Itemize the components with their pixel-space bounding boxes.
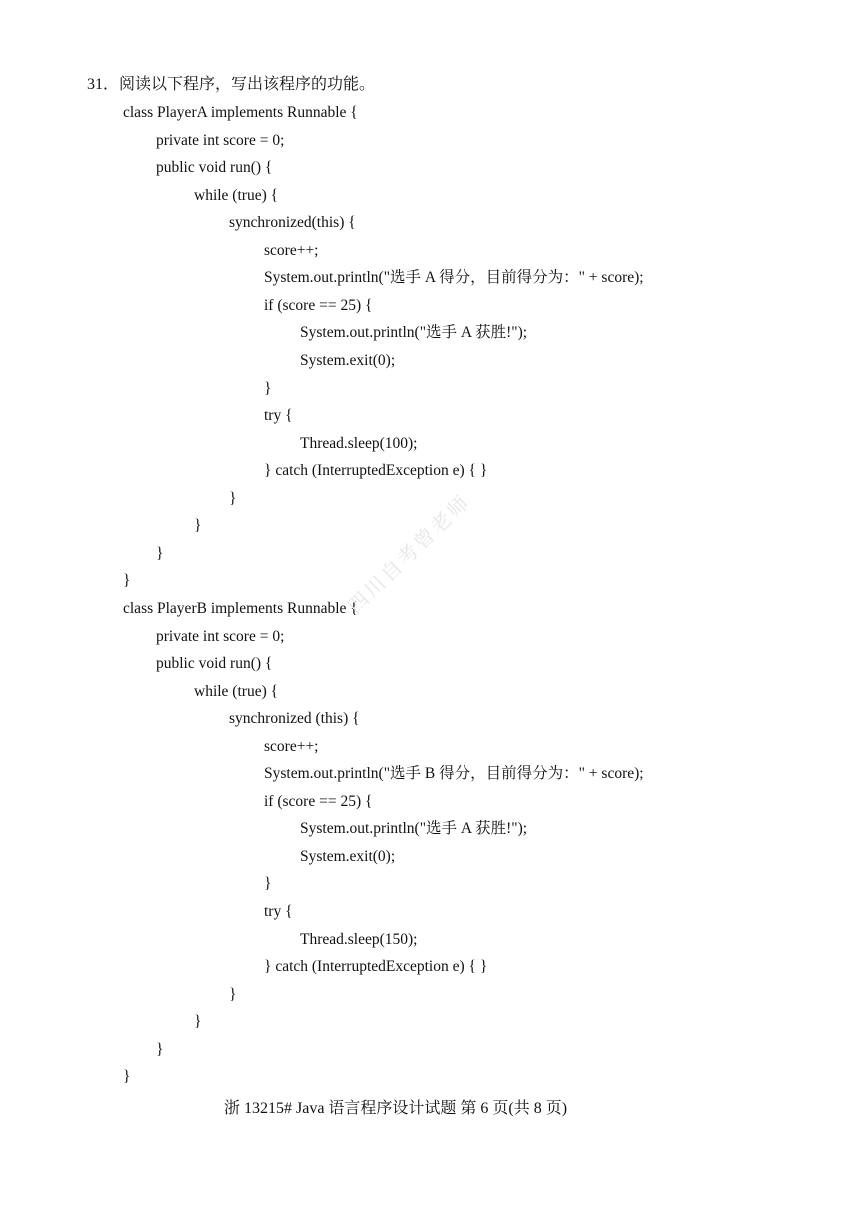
page-footer: 浙 13215# Java 语言程序设计试题 第 6 页(共 8 页): [224, 1100, 568, 1117]
code-line: try {: [264, 903, 293, 920]
code-line: class PlayerA implements Runnable {: [123, 104, 358, 121]
code-line: while (true) {: [194, 186, 279, 204]
code-line: System.out.println("选手 A 获胜!");: [300, 324, 528, 342]
code-line: }: [194, 1013, 202, 1031]
code-line: while (true) {: [194, 682, 279, 700]
code-line: score++;: [264, 241, 319, 259]
code-line: Thread.sleep(100);: [300, 434, 418, 452]
code-line: private int score = 0;: [156, 131, 285, 149]
code-line: try {: [264, 407, 293, 425]
code-line: System.out.println("选手 A 得分，目前得分为：" + score);: [264, 269, 644, 287]
code-line: public void run() {: [156, 159, 273, 177]
code-line: public void run() {: [156, 655, 273, 672]
code-line: }: [194, 517, 202, 535]
code-line: }: [123, 1068, 131, 1086]
code-line: System.exit(0);: [300, 352, 396, 369]
code-line: }: [156, 544, 164, 562]
code-line: }: [123, 572, 131, 590]
code-line: }: [156, 1040, 164, 1058]
code-line: synchronized(this) {: [229, 214, 356, 232]
code-line: private int score = 0;: [156, 627, 285, 645]
code-line: }: [229, 985, 237, 1003]
code-line: synchronized (this) {: [229, 710, 360, 728]
code-line: }: [229, 489, 237, 507]
code-line: System.out.println("选手 A 获胜!");: [300, 820, 528, 838]
code-line: if (score == 25) {: [264, 792, 373, 810]
code-line: score++;: [264, 737, 319, 755]
watermark-text: 四川自考曾老师: [342, 489, 476, 619]
code-line: if (score == 25) {: [264, 296, 373, 314]
code-line: class PlayerB implements Runnable {: [123, 599, 358, 617]
code-line: } catch (InterruptedException e) { }: [264, 462, 488, 480]
code-line: }: [264, 875, 272, 893]
code-line: }: [264, 379, 272, 397]
code-line: System.exit(0);: [300, 847, 396, 865]
code-line: System.out.println("选手 B 得分，目前得分为：" + score);: [264, 765, 644, 783]
question-heading: 31．阅读以下程序，写出该程序的功能。: [87, 76, 376, 93]
code-line: Thread.sleep(150);: [300, 930, 418, 948]
code-line: } catch (InterruptedException e) { }: [264, 958, 488, 976]
